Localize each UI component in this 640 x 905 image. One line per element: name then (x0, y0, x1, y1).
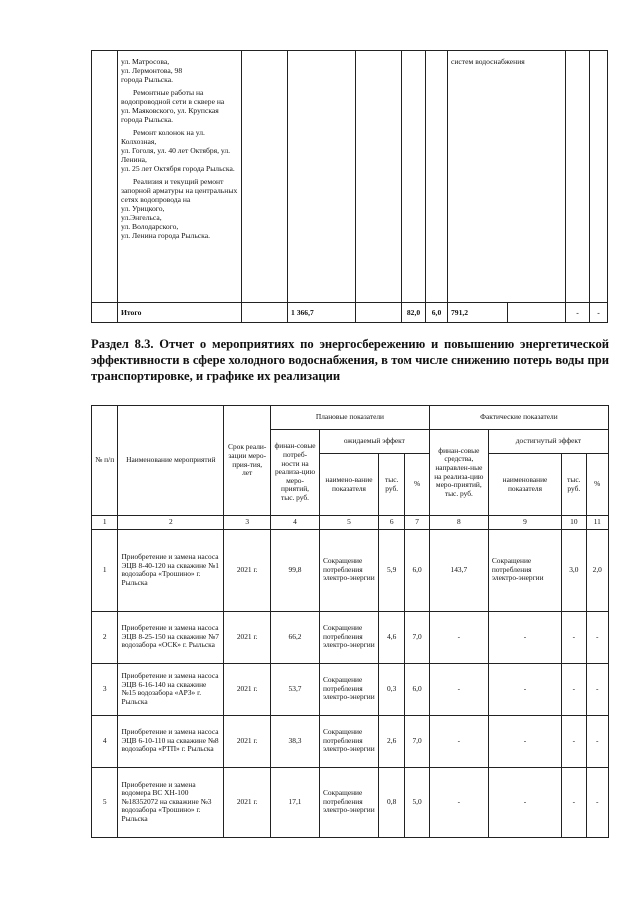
row-planned-financing: 66,2 (271, 611, 320, 663)
row-planned-financing: 17,1 (271, 767, 320, 837)
row-expected-percent: 7,0 (405, 715, 429, 767)
row-measure-name: Приобретение и замена насоса ЭЦВ 6-16-140 на скважине №15 водозабора «АРЗ» г. Рыльска (118, 663, 224, 715)
row-expected-thous: 2,6 (378, 715, 404, 767)
row-achieved-effect: - (488, 767, 561, 837)
row-planned-financing: 53,7 (271, 663, 320, 715)
row-num: 1 (92, 529, 118, 611)
row-measure-name: Приобретение и замена насоса ЭЦВ 8-25-150 на скважине №7 водозабора «ОСК» г. Рыльска (118, 611, 224, 663)
table-row (92, 663, 609, 715)
total-dash: - (590, 303, 608, 323)
header-percent: % (586, 454, 608, 516)
measures-table (91, 405, 609, 838)
row-actual-financing: - (429, 611, 488, 663)
row-actual-financing: - (429, 715, 488, 767)
total-actual-financing: 791,2 (448, 303, 508, 323)
row-expected-percent: 5,0 (405, 767, 429, 837)
row-expected-percent: 6,0 (405, 663, 429, 715)
row-num: 3 (92, 663, 118, 715)
continuation-result: систем водоснабжения (448, 51, 566, 303)
row-expected-effect: Сокращение потребления электро-энергии (319, 715, 378, 767)
row-actual-financing: - (429, 663, 488, 715)
row-expected-effect: Сокращение потребления электро-энергии (319, 529, 378, 611)
table-body (92, 529, 609, 837)
row-achieved-effect: - (488, 611, 561, 663)
row-measure-name: Приобретение и замена водомера ВС ХН-100 №18352072 на скважине №3 водозабора «Трошино» г. Рыльска (118, 767, 224, 837)
row-achieved-effect: - (488, 715, 561, 767)
row-num: 2 (92, 611, 118, 663)
row-num: 4 (92, 715, 118, 767)
row-achieved-thous: 3,0 (562, 529, 586, 611)
row-achieved-thous: - (562, 663, 586, 715)
row-achieved-percent: - (586, 715, 608, 767)
row-measure-name: Приобретение и замена насоса ЭЦВ 6-10-110 на скважине №8 водозабора «РТП» г. Рыльска (118, 715, 224, 767)
header-percent: % (405, 454, 429, 516)
row-expected-thous: 4,6 (378, 611, 404, 663)
row-term: 2021 г. (224, 715, 271, 767)
row-achieved-percent: - (586, 663, 608, 715)
column-number: 11 (586, 516, 608, 530)
row-measure-name: Приобретение и замена насоса ЭЦВ 8-40-120 на скважине №1 водозабора «Трошино» г. Рыльска (118, 529, 224, 611)
row-actual-financing: 143,7 (429, 529, 488, 611)
row-achieved-thous: - (562, 767, 586, 837)
row-achieved-thous: - (562, 715, 586, 767)
column-number: 7 (405, 516, 429, 530)
row-expected-thous: 0,8 (378, 767, 404, 837)
row-term: 2021 г. (224, 767, 271, 837)
header-expected-effect: ожидаемый эффект (319, 430, 429, 454)
row-achieved-percent: 2,0 (586, 529, 608, 611)
row-achieved-effect: Сокращение потребления электро-энергии (488, 529, 561, 611)
continuation-paragraph: Реализия и текущий ремонт запорной арматуры на центральных сетях водопровода на ул. Урицкого, ул.Энгельса, ул. Володарского, ул. Ленина города Рыльска. (121, 177, 238, 240)
column-number: 4 (271, 516, 320, 530)
total-planned-financing: 1 366,7 (288, 303, 356, 323)
header-indicator-actual: наименование показателя (488, 454, 561, 516)
row-expected-effect: Сокращение потребления электро-энергии (319, 611, 378, 663)
row-actual-financing: - (429, 767, 488, 837)
row-achieved-effect: - (488, 663, 561, 715)
column-number: 2 (118, 516, 224, 530)
row-planned-financing: 38,3 (271, 715, 320, 767)
table-row (92, 767, 609, 837)
row-expected-percent: 7,0 (405, 611, 429, 663)
row-term: 2021 г. (224, 663, 271, 715)
column-number: 8 (429, 516, 488, 530)
header-indicator: наимено-вание показателя (319, 454, 378, 516)
row-expected-thous: 5,9 (378, 529, 404, 611)
table-row (92, 611, 609, 663)
row-num: 5 (92, 767, 118, 837)
total-label: Итого (118, 303, 242, 323)
header-thous-rub: тыс. руб. (378, 454, 404, 516)
total-dash: - (566, 303, 590, 323)
header-num: № п/п (92, 406, 118, 516)
row-expected-effect: Сокращение потребления электро-энергии (319, 767, 378, 837)
header-actual: Фактические показатели (429, 406, 608, 430)
row-achieved-percent: - (586, 767, 608, 837)
continuation-paragraph: ул. Матросова, ул. Лермонтова, 98 города Рыльска. (121, 57, 183, 84)
total-pct-b: 6,0 (426, 303, 448, 323)
header-name: Наименование мероприятий (118, 406, 224, 516)
row-achieved-thous: - (562, 611, 586, 663)
section-title: Раздел 8.3. Отчет о мероприятиях по энергосбережению и повышению энергетической эффективности в сфере холодного водоснабжения, в том числе снижению потерь воды при транспортировке, и графике их реализации (91, 337, 609, 383)
column-number: 1 (92, 516, 118, 530)
header-thous-rub: тыс. руб. (562, 454, 586, 516)
column-number: 5 (319, 516, 378, 530)
row-expected-percent: 6,0 (405, 529, 429, 611)
table-row (92, 715, 609, 767)
row-term: 2021 г. (224, 611, 271, 663)
row-term: 2021 г. (224, 529, 271, 611)
header-planned-fin: финан-совые потреб-ности на реализа-цию меро-приятий, тыс. руб. (271, 430, 320, 516)
column-number: 10 (562, 516, 586, 530)
row-expected-effect: Сокращение потребления электро-энергии (319, 663, 378, 715)
column-number: 9 (488, 516, 561, 530)
header-actual-fin: финан-совые средства, направлен-ные на реализа-цию меро-приятий, тыс. руб. (429, 430, 488, 516)
continuation-paragraph: Ремонтные работы на водопроводной сети в сквере на ул. Маяковского, ул. Крупская города Рыльска. (121, 88, 225, 124)
row-achieved-percent: - (586, 611, 608, 663)
continuation-table (91, 50, 608, 323)
total-pct-a: 82,0 (402, 303, 426, 323)
cont-num-cell (92, 51, 118, 303)
table-row (92, 529, 609, 611)
header-planned: Плановые показатели (271, 406, 430, 430)
row-planned-financing: 99,8 (271, 529, 320, 611)
column-number: 6 (378, 516, 404, 530)
header-achieved-effect: достигнутый эффект (488, 430, 608, 454)
column-number: 3 (224, 516, 271, 530)
continuation-paragraph: Ремонт колонок на ул. Колхозная, ул. Гоголя, ул. 40 лет Октября, ул. Ленина, ул. 25 лет Октября города Рыльска. (121, 128, 235, 173)
header-term: Срок реали-зации меро-прия-тия, лет (224, 406, 271, 516)
continuation-description (118, 51, 242, 303)
row-expected-thous: 0,3 (378, 663, 404, 715)
